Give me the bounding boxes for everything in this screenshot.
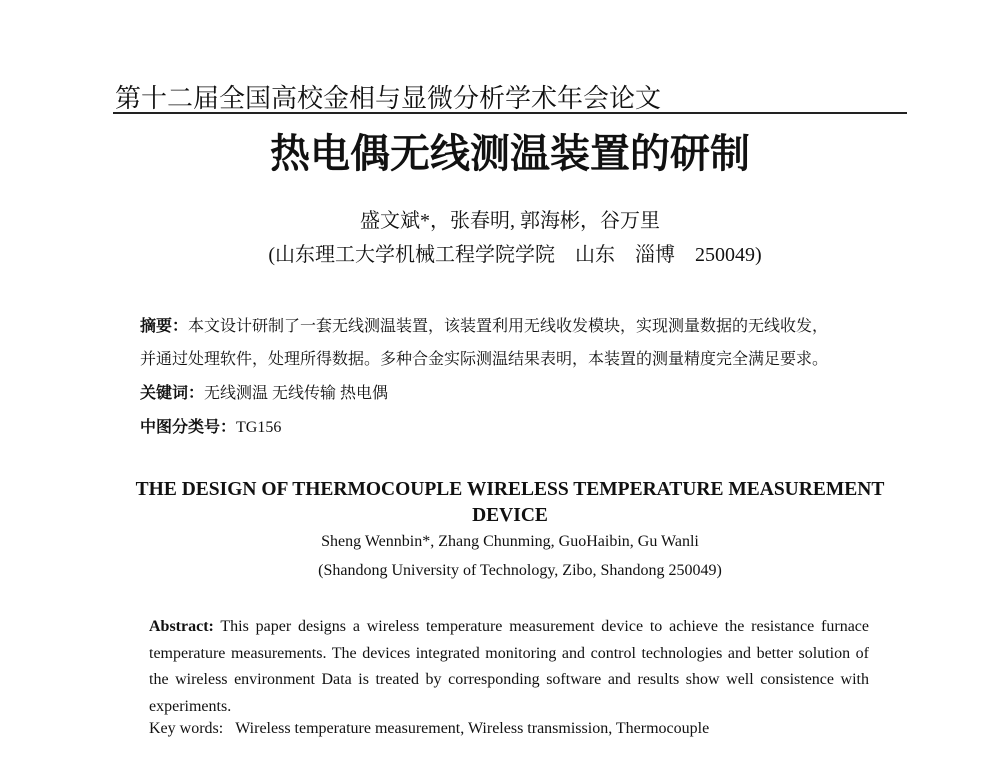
abstract-en-label: Abstract:: [149, 618, 214, 635]
abstract-cn-line1: [140, 313, 828, 336]
classification-cn-value: TG156: [236, 419, 282, 436]
classification-cn-label: 中图分类号：: [140, 419, 237, 436]
paper-title-en-line1: THE DESIGN OF THERMOCOUPLE WIRELESS TEMPERATURE MEASUREMENT: [135, 479, 885, 500]
paper-title-en-line2: DEVICE: [472, 505, 548, 526]
abstract-en-text: This paper designs a wireless temperature measurement device to achieve the resistance furnace temperature measurements. The devices integrated monitoring and control technologies and better solution of the wireless environment Data is treated by corresponding software and results show well consistence with experiments.: [149, 618, 869, 715]
keywords-cn: [140, 380, 388, 403]
keywords-en: [149, 720, 709, 738]
keywords-cn-label: 关键词：: [140, 385, 205, 402]
keywords-en-value: Wireless temperature measurement, Wireless transmission, Thermocouple: [235, 720, 710, 737]
keywords-en-label: Key words:: [149, 720, 224, 737]
affiliation-cn: (山东理工大学机械工程学院学院 山东 淄博 250049): [268, 244, 762, 266]
abstract-en: [149, 614, 869, 720]
abstract-cn-text1: 本文设计研制了一套无线测温装置，该装置利用无线收发模块，实现测量数据的无线收发，: [188, 318, 829, 335]
header-rule: [113, 112, 907, 114]
keywords-cn-value: 无线测温 无线传输 热电偶: [204, 385, 389, 402]
paper-title-cn: 热电偶无线测温装置的研制: [270, 131, 750, 176]
abstract-cn-label: 摘要：: [140, 318, 189, 335]
classification-cn: [140, 414, 281, 437]
affiliation-en: (Shandong University of Technology, Zibo, Shandong 250049): [318, 562, 722, 579]
abstract-cn-text2: 并通过处理软件，处理所得数据。多种合金实际测温结果表明，本装置的测量精度完全满足要求。: [140, 351, 829, 368]
authors-cn: 盛文斌*，张春明, 郭海彬，谷万里: [360, 210, 660, 232]
authors-en: Sheng Wennbin*, Zhang Chunming, GuoHaibin, Gu Wanli: [321, 533, 699, 550]
conference-header: 第十二届全国高校金相与显微分析学术年会论文: [115, 84, 662, 113]
